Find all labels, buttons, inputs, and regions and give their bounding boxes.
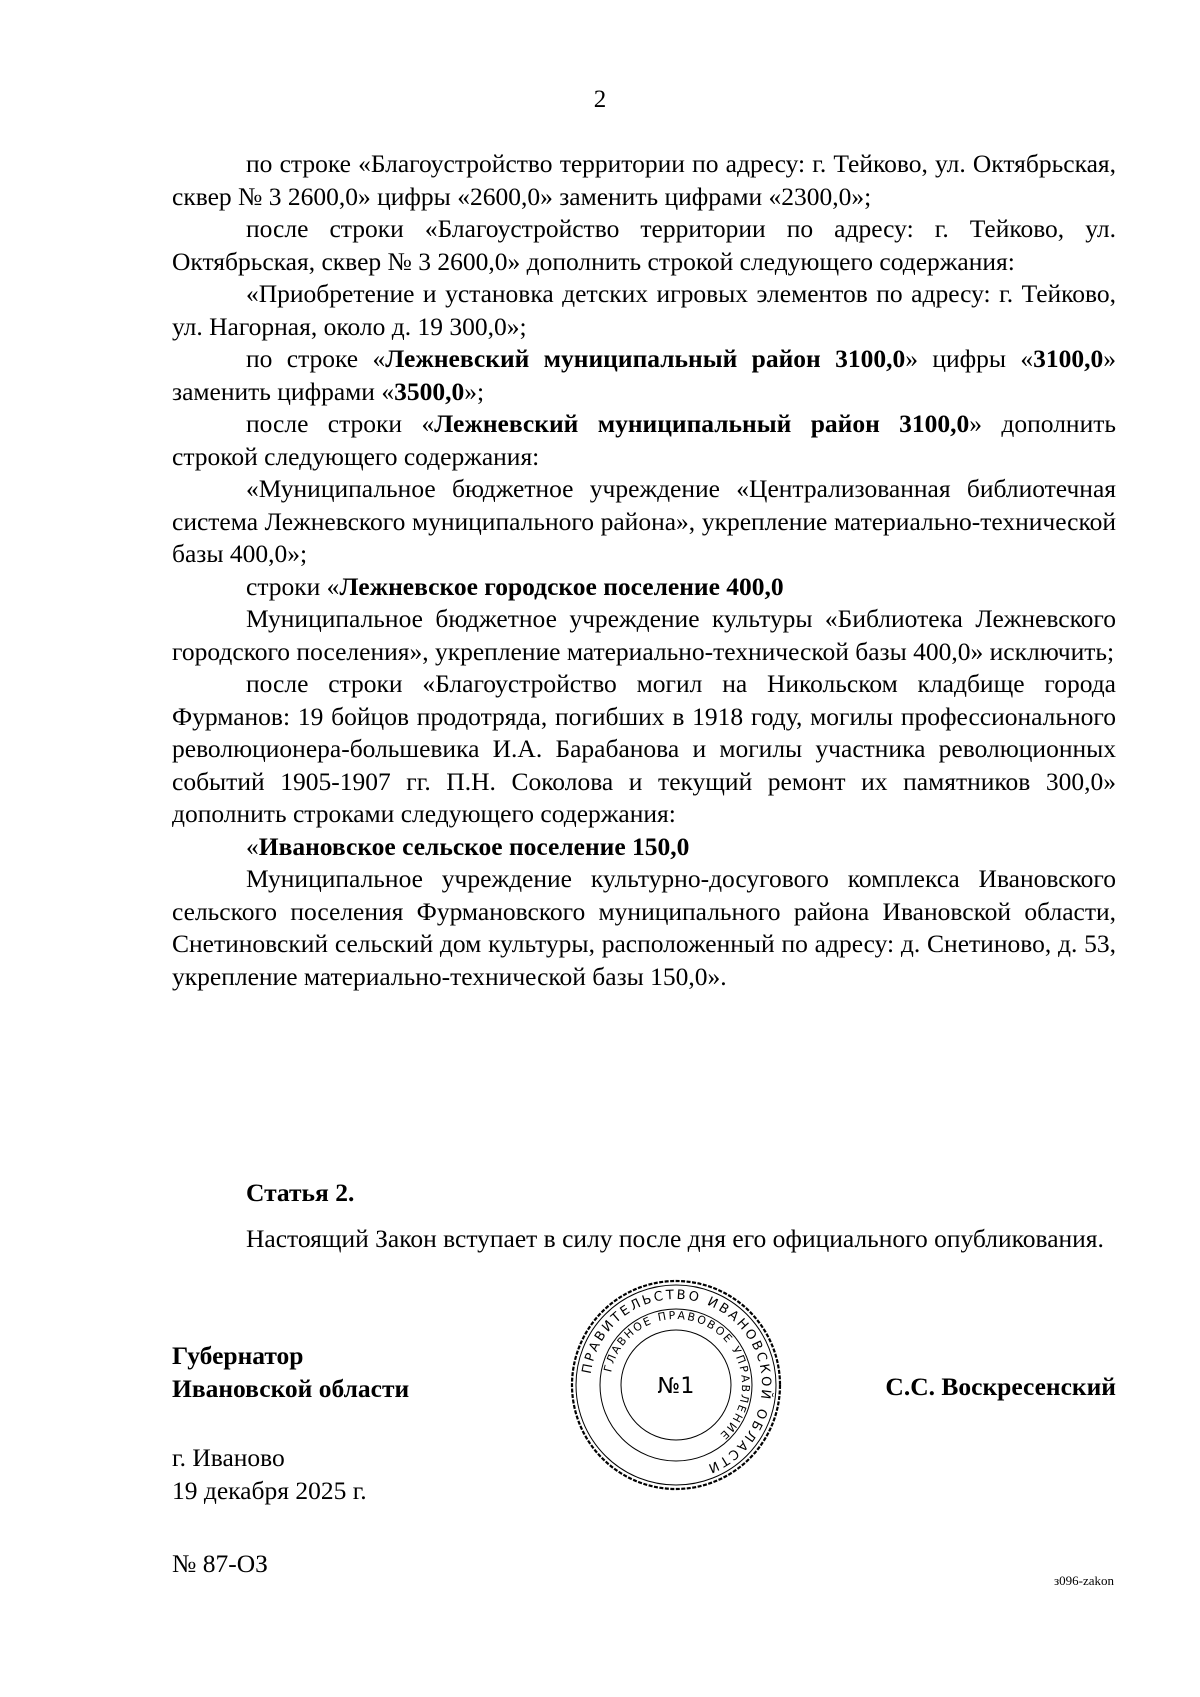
paragraph: «Ивановское сельское поселение 150,0	[246, 831, 690, 861]
paragraph: по строке «Благоустройство территории по адресу: г. Тейково, ул. Октябрьская, сквер № 3 2600,0» цифры «2600,0» заменить цифрами «2300,0»;	[172, 149, 1116, 211]
document-code: з096-zakon	[1053, 1573, 1114, 1588]
paragraph: после строки «Лежневский муниципальный район 3100,0» дополнить строкой следующего содержания:	[172, 409, 1116, 471]
amendments-text	[172, 148, 1116, 993]
paragraph: Муниципальное бюджетное учреждение культуры «Библиотека Лежневского городского поселения», укрепление материально-технической базы 400,0» исключить;	[172, 604, 1116, 666]
signatory-position	[172, 1339, 409, 1405]
place: г. Иваново	[172, 1443, 285, 1472]
seal-number: №1	[657, 1374, 695, 1399]
paragraph: по строке «Лежневский муниципальный район 3100,0» цифры «3100,0» заменить цифрами «3500,0»;	[172, 344, 1116, 406]
page-number: 2	[593, 86, 607, 113]
paragraph: «Муниципальное бюджетное учреждение «Централизованная библиотечная система Лежневского муниципального района», укрепление материально-технической базы 400,0»;	[172, 474, 1116, 568]
seal-inner-text: ГЛАВНОЕ ПРАВОВОЕ УПРАВЛЕНИЕ	[601, 1308, 753, 1443]
article-body	[172, 1223, 1116, 1256]
paragraph: после строки «Благоустройство территории по адресу: г. Тейково, ул. Октябрьская, сквер № 3 2600,0» дополнить строкой следующего содержания:	[172, 214, 1116, 276]
signatory-name: С.С. Воскресенский	[885, 1372, 1116, 1401]
date: 19 декабря 2025 г.	[172, 1476, 367, 1505]
paragraph: строки «Лежневское городское поселение 400,0	[246, 571, 784, 601]
law-number: № 87-ОЗ	[172, 1549, 268, 1578]
article-text: Настоящий Закон вступает в силу после дня его официального опубликования.	[246, 1224, 1104, 1253]
position-line: Ивановской области	[172, 1374, 410, 1403]
paragraph: «Приобретение и установка детских игровых элементов по адресу: г. Тейково, ул. Нагорная, около д. 19 300,0»;	[172, 279, 1116, 341]
official-seal-icon	[568, 1277, 784, 1493]
position-line: Губернатор	[172, 1341, 304, 1370]
place-and-date	[172, 1441, 367, 1507]
paragraph: Муниципальное учреждение культурно-досугового комплекса Ивановского сельского поселения Фурмановского муниципального района Ивановской области, Снетиновский сельский дом культуры, расположенный по адресу: д. Снетиново, д. 53, укрепление материально-технической базы 150,0».	[172, 864, 1116, 991]
paragraph: после строки «Благоустройство могил на Никольском кладбище города Фурманов: 19 бойцов продотряда, погибших в 1918 году, могилы профессионального революционера-большевика И.А. Барабанова и могилы участника революционных событий 1905-1907 гг. П.Н. Соколова и текущий ремонт их памятников 300,0» дополнить строками следующего содержания:	[172, 669, 1116, 828]
article-title: Статья 2.	[246, 1178, 355, 1207]
seal-outer-text: ПРАВИТЕЛЬСТВО ИВАНОВСКОЙ ОБЛАСТИ	[579, 1287, 774, 1477]
